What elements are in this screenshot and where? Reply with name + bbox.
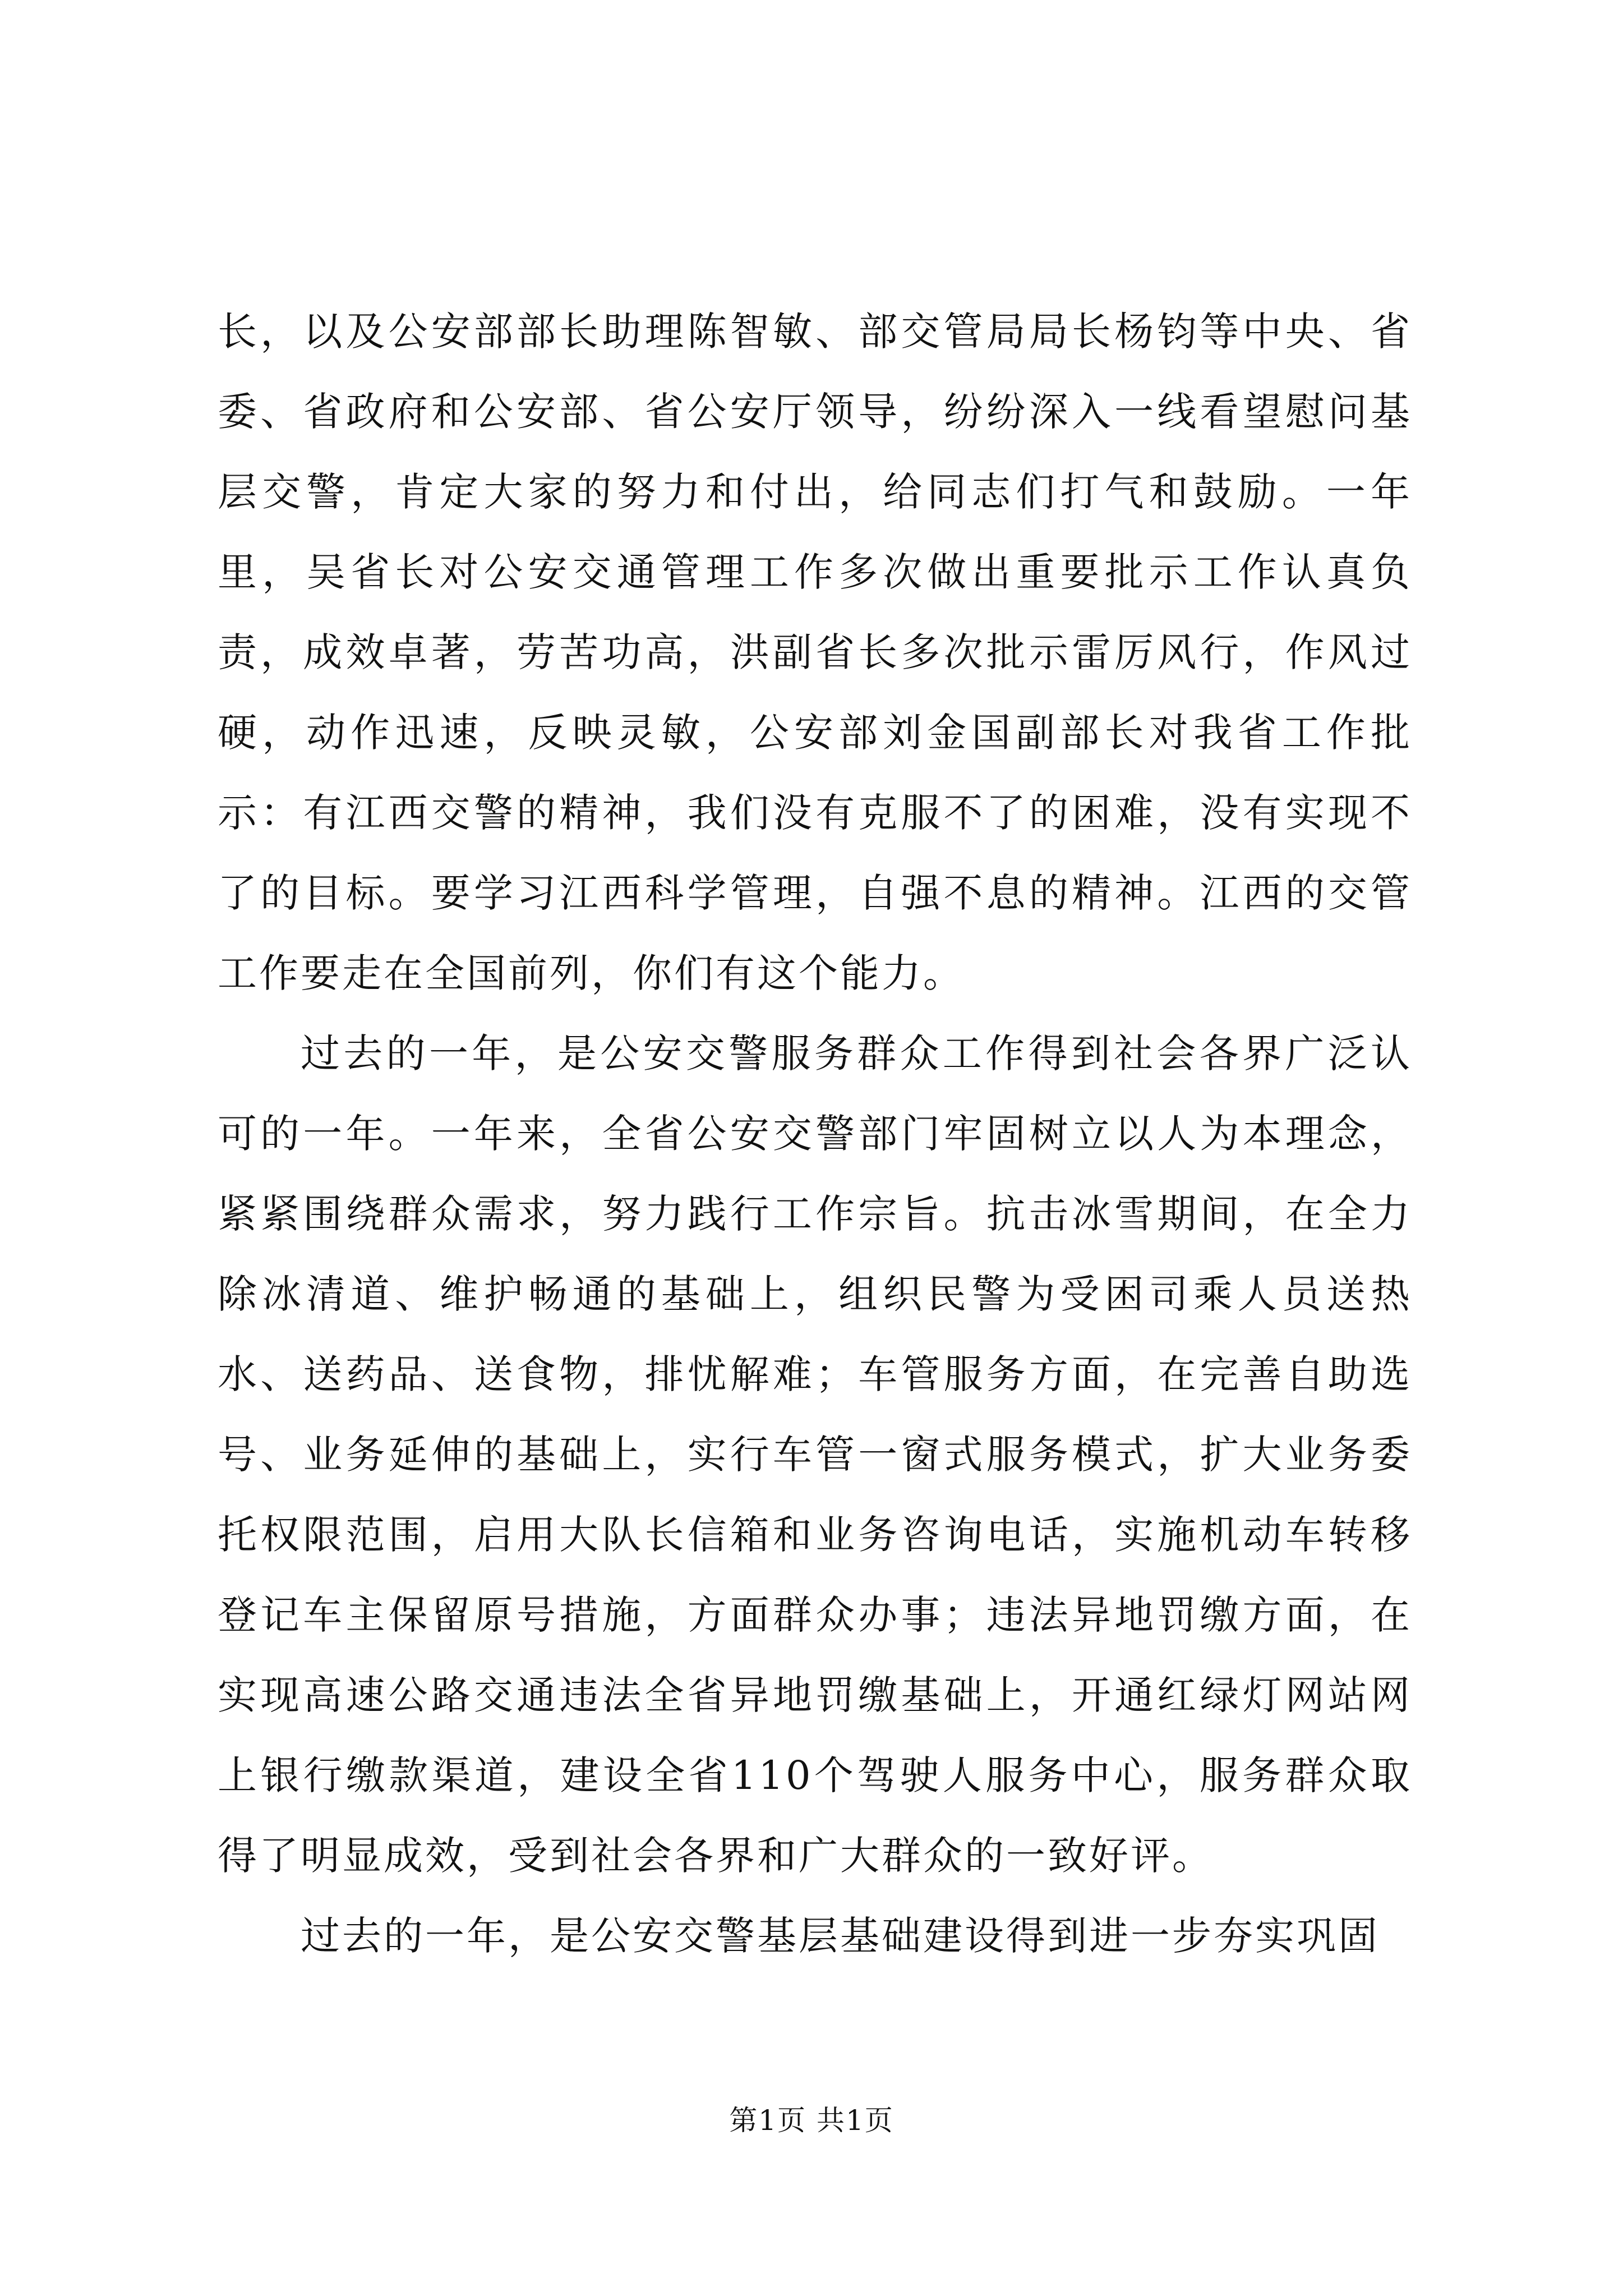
document-body xyxy=(218,292,1412,1976)
paragraph-2: 过去的一年，是公安交警服务群众工作得到社会各界广泛认可的一年。一年来，全省公安交警部门牢固树立以人为本理念，紧紧围绕群众需求，努力践行工作宗旨。抗击冰雪期间，在全力除冰清道、维护畅通的基础上，组织民警为受困司乘人员送热水、送药品、送食物，排忧解难；车管服务方面，在完善自助选号、业务延伸的基础上，实行车管一窗式服务模式，扩大业务委托权限范围，启用大队长信箱和业务咨询电话，实施机动车转移登记车主保留原号措施，方面群众办事；违法异地罚缴方面，在实现高速公路交通违法全省异地罚缴基础上，开通红绿灯网站网上银行缴款渠道，建设全省110个驾驶人服务中心，服务群众取得了明显成效，受到社会各界和广大群众的一致好评。 xyxy=(218,1030,1412,1879)
page-footer: 第1页 共1页 xyxy=(729,2104,894,2137)
paragraph-3: 过去的一年，是公安交警基层基础建设得到进一步夯实巩固 xyxy=(301,1913,1380,1959)
paragraph-1: 长，以及公安部部长助理陈智敏、部交管局局长杨钧等中央、省委、省政府和公安部、省公安厅领导，纷纷深入一线看望慰问基层交警，肯定大家的努力和付出，给同志们打气和鼓励。一年里，吴省长对公安交通管理工作多次做出重要批示工作认真负责，成效卓著，劳苦功高，洪副省长多次批示雷厉风行，作风过硬，动作迅速，反映灵敏，公安部刘金国副部长对我省工作批示：有江西交警的精神，我们没有克服不了的困难，没有实现不了的目标。要学习江西科学管理，自强不息的精神。江西的交管工作要走在全国前列，你们有这个能力。 xyxy=(218,309,1412,996)
